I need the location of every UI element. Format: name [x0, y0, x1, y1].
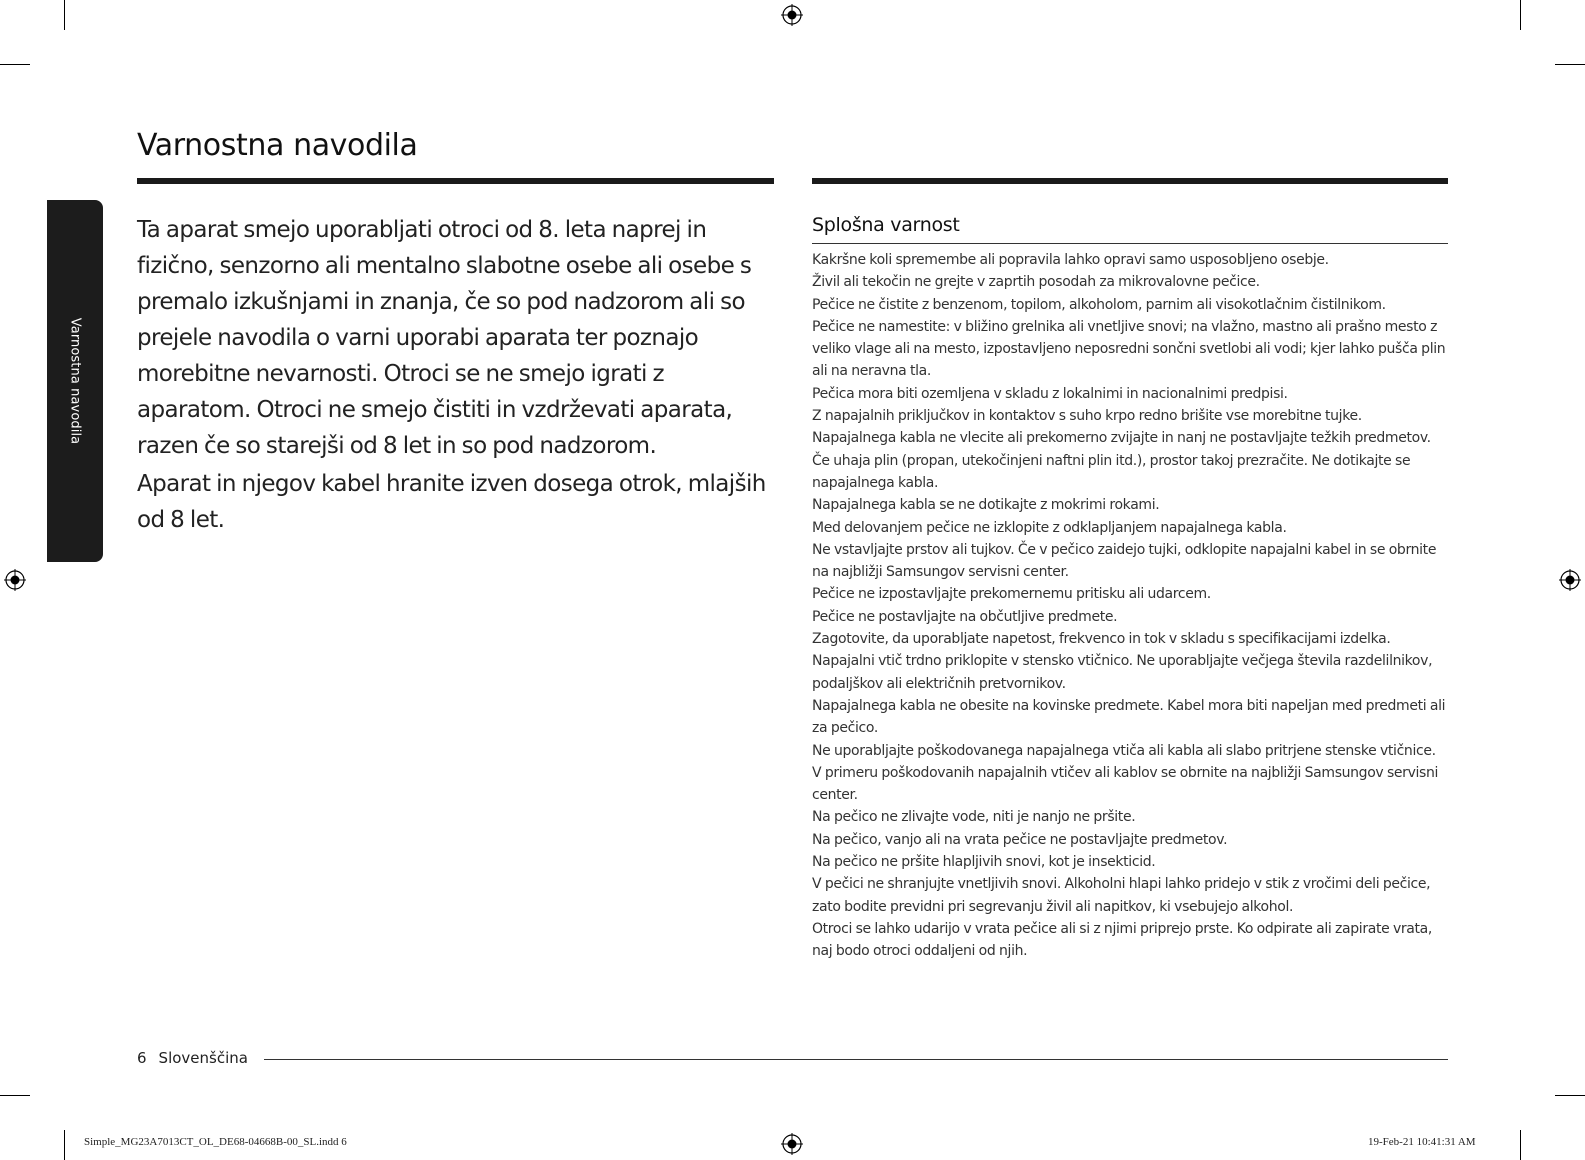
safety-rule: Če uhaja plin (propan, utekočinjeni naftni plin itd.), prostor takoj prezračite. Ne dotikajte se napajalnega kabla.: [812, 452, 1411, 491]
safety-rule: V pečici ne shranjujte vnetljivih snovi. Alkoholni hlapi lahko pridejo v stik z vročimi deli pečice, zato bodite previdni pri segrevanju živil ali napitkov, ki vsebujejo alkohol.: [812, 876, 1431, 915]
safety-rule: Ne uporabljajte poškodovanega napajalnega vtiča ali kabla ali slabo pritrjene stenske vtičnice. V primeru poškodovanih napajalnih vtičev ali kablov se obrnite na najbližji Samsungov servisni center.: [812, 742, 1439, 804]
safety-rule: Živil ali tekočin ne grejte v zaprtih posodah za mikrovalovne pečice.: [812, 274, 1260, 291]
crop-mark: [1555, 1095, 1585, 1096]
registration-mark-icon: [781, 4, 803, 26]
safety-rule-list: [812, 249, 1448, 963]
title-rule-left: [137, 178, 774, 184]
crop-mark: [64, 0, 65, 30]
registration-mark-icon: [1559, 569, 1581, 591]
crop-mark: [1520, 0, 1521, 30]
side-tab-label: Varnostna navodila: [67, 317, 83, 445]
registration-mark-icon: [4, 569, 26, 591]
safety-rule: Pečica mora biti ozemljena v skladu z lokalnimi in nacionalnimi predpisi.: [812, 385, 1288, 402]
page-footer: [137, 1046, 1448, 1070]
title-rule-right: [812, 178, 1448, 184]
crop-mark: [0, 64, 30, 65]
print-slug-file: Simple_MG23A7013CT_OL_DE68-04668B-00_SL.indd 6: [84, 1136, 347, 1148]
safety-rule: Med delovanjem pečice ne izklopite z odklapljanjem napajalnega kabla.: [812, 519, 1287, 536]
crop-mark: [1520, 1130, 1521, 1160]
cable-storage-paragraph: Aparat in njegov kabel hranite izven dosega otrok, mlajših od 8 let.: [137, 471, 766, 533]
safety-rule: Napajalnega kabla se ne dotikajte z mokrimi rokami.: [812, 497, 1160, 514]
section-heading: Splošna varnost: [812, 212, 1448, 244]
crop-mark: [64, 1130, 65, 1160]
footer-rule: [264, 1059, 1448, 1060]
crop-mark: [0, 1095, 30, 1096]
safety-rule: Na pečico ne zlivajte vode, niti je nanjo ne pršite.: [812, 809, 1136, 826]
page-number: 6: [137, 1049, 147, 1067]
safety-rule: Otroci se lahko udarijo v vrata pečice ali si z njimi priprejo prste. Ko odpirate ali zapirate vrata, naj bodo otroci oddaljeni od njih.: [812, 920, 1432, 960]
safety-rule: Ne vstavljajte prstov ali tujkov. Če v pečico zaidejo tujki, odklopite napajalni kabel in se obrnite na najbližji Samsungov servisni center.: [812, 541, 1437, 581]
general-safety-section: [812, 212, 1448, 963]
safety-rule: Pečice ne postavljajte na občutljive predmete.: [812, 608, 1118, 625]
side-section-tab: [47, 200, 103, 562]
safety-rule: Z napajalnih priključkov in kontaktov s suho krpo redno brišite vse morebitne tujke.: [812, 408, 1362, 425]
safety-rule: Pečice ne namestite: v bližino grelnika ali vnetljive snovi; na vlažno, mastno ali prašno mesto z veliko vlage ali na mesto, izpostavljeno neposredni sončni svetlobi ali vodi; kjer lahko pušča plin ali na neravna tla.: [812, 318, 1446, 380]
safety-rule: Na pečico ne pršite hlapljivih snovi, kot je insekticid.: [812, 854, 1156, 871]
safety-rule: Zagotovite, da uporabljate napetost, frekvenco in tok v skladu s specifikacijami izdelka.: [812, 631, 1391, 648]
left-column: [137, 212, 769, 538]
safety-rule: Pečice ne čistite z benzenom, topilom, alkoholom, parnim ali visokotlačnim čistilnikom.: [812, 296, 1386, 313]
safety-rule: Napajalnega kabla ne vlecite ali prekomerno zvijajte in nanj ne postavljajte težkih predmetov.: [812, 430, 1431, 447]
page-title: Varnostna navodila: [137, 128, 418, 163]
footer-language: Slovenščina: [158, 1049, 248, 1067]
safety-rule: Napajalni vtič trdno priklopite v stensko vtičnico. Ne uporabljajte večjega števila razdelilnikov, podaljškov ali električnih pretvornikov.: [812, 653, 1433, 692]
safety-rule: Napajalnega kabla ne obesite na kovinske predmete. Kabel mora biti napeljan med predmeti ali za pečico.: [812, 697, 1446, 737]
registration-mark-icon: [781, 1133, 803, 1155]
child-safety-paragraph: Ta aparat smejo uporabljati otroci od 8. leta naprej in fizično, senzorno ali mentalno slabotne osebe ali osebe s premalo izkušnjami in znanja, če so pod nadzorom ali so prejele navodila o varni uporabi aparata ter poznajo morebitne nevarnosti. Otroci se ne smejo igrati z aparatom. Otroci ne smejo čistiti in vzdrževati aparata, razen če so starejši od 8 let in so pod nadzorom.: [137, 217, 752, 459]
crop-mark: [1555, 64, 1585, 65]
safety-rule: Pečice ne izpostavljajte prekomernemu pritisku ali udarcem.: [812, 586, 1211, 603]
safety-rule: Kakršne koli spremembe ali popravila lahko opravi samo usposobljeno osebje.: [812, 252, 1329, 268]
safety-rule: Na pečico, vanjo ali na vrata pečice ne postavljajte predmetov.: [812, 831, 1228, 848]
print-slug-timestamp: 19-Feb-21 10:41:31 AM: [1368, 1136, 1476, 1148]
